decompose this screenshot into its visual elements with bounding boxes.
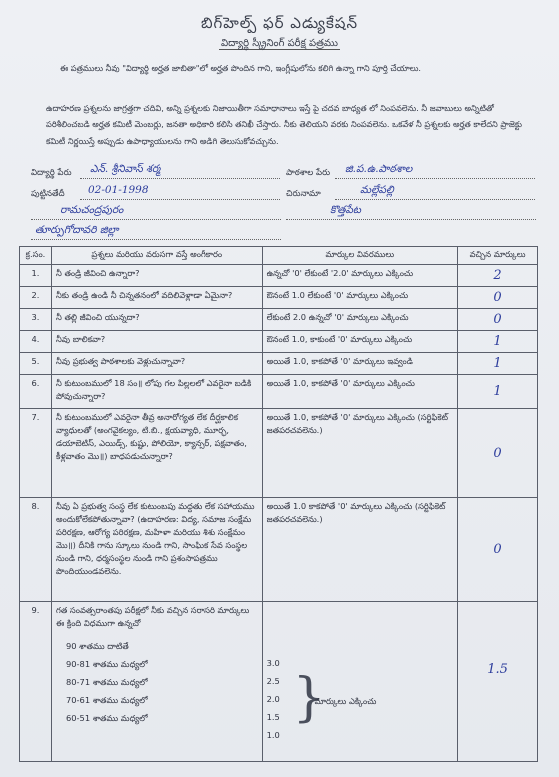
page-subtitle xyxy=(0,37,559,51)
row-question: నీవు ప్రభుత్వ పాఠశాలకు వెళ్లుచున్నావా? xyxy=(51,353,262,375)
row-score[interactable]: 0 xyxy=(458,409,538,498)
brace-symbol: } xyxy=(292,668,326,728)
row-marks-rule: అయితే 1.0, కాకపోతే '0' మార్కులు ఎక్కించు xyxy=(262,375,458,409)
row-question: నీ కుటుంబములో ఎవరైనా తీవ్ర అనారోగ్యత లేక దీర్ఘకాలిక వ్యాధులతో (అంగవైకల్యం, టి.బి., క్షయవ్యాధి, మూర్ఛ, డయాబెటిస్, ఎయిడ్స్, కుష్టు, పోలియో, క్యాన్సర్, పక్షవాతం, కీళ్లవాతం మొ॥) బాధపడుచున్నారా? xyxy=(51,409,262,498)
page-title: బిగ్‌హెల్ప్ ఫర్ ఎడ్యుకేషన్ xyxy=(200,14,359,32)
range-item: 90-81 శాతము మధ్యలో xyxy=(65,659,148,669)
subtitle-text: విద్యార్థి స్క్రీనింగ్ పరీక్ష పత్రము xyxy=(221,38,338,49)
row-score[interactable]: 1 xyxy=(458,331,538,353)
row-marks-rule: ఔనంటే 1.0 లేకుంటే '0' మార్కులు ఎక్కించు xyxy=(262,287,458,309)
student-name-value[interactable]: ఎన్. శ్రీనివాస్ శర్మ xyxy=(90,163,161,175)
district-line xyxy=(31,239,281,240)
row-question: నీవు బాలికవా? xyxy=(51,331,262,353)
row-marks-rule: అయితే 1.0 కాకపోతే '0' మార్కులు ఎక్కించు (సర్టిఫికెట్ జతపరచవలెను.) xyxy=(262,498,458,602)
row-number: 2. xyxy=(20,287,52,309)
table-row xyxy=(20,287,538,309)
col-header-marks-rule: మార్కుల వివరములు xyxy=(262,247,458,265)
table-row xyxy=(20,353,538,375)
table-row xyxy=(20,309,538,331)
intro-paragraph-1: ఈ పత్రములు నీవు "విద్యార్థి అర్హత జాబితా"లో అర్హత పొందిన గాని, ఇంగ్లీషులోను కలిగి ఉన్నా గాని పూర్తి చేయాలు. xyxy=(60,63,422,73)
table-row xyxy=(20,498,538,602)
col-header-question: ప్రశ్నలు మరియు వరుసగా వస్తే అంగీకారం xyxy=(51,247,262,265)
table-row xyxy=(20,265,538,287)
row-number: 1. xyxy=(20,265,52,287)
range-item: 80-71 శాతము మధ్యలో xyxy=(65,677,148,687)
mandal-value[interactable]: కొత్తపేట xyxy=(330,204,362,216)
address-label: చిరునామా xyxy=(286,189,321,199)
table-row xyxy=(20,331,538,353)
row9-rule: మార్కులు ఎక్కించు xyxy=(314,696,377,706)
village-line xyxy=(31,219,281,220)
row-question: నీ తల్లి జీవించి యున్నదా? xyxy=(51,309,262,331)
dob-line xyxy=(80,199,280,200)
village-value[interactable]: రామచంద్రపురం xyxy=(60,204,124,216)
student-name-label: విద్యార్థి పేరు xyxy=(31,168,72,178)
points-item: 2.0 xyxy=(266,694,280,704)
range-item: 70-61 శాతము మధ్యలో xyxy=(65,695,148,705)
student-name-line xyxy=(80,178,280,179)
range-item: 60-51 శాతము మధ్యలో xyxy=(65,713,148,723)
school-name-value[interactable]: జి.ప.ఉ.పాఠశాల xyxy=(345,163,413,175)
table-header-row xyxy=(20,247,538,265)
row-marks-rule: లేకుంటే 2.0 ఉన్నచో '0' మార్కులు ఎక్కించు xyxy=(262,309,458,331)
range-item: 90 శాతము దాటితే xyxy=(65,641,129,651)
dob-label: పుట్టినతేదీ xyxy=(31,189,65,199)
points-item: 3.0 xyxy=(266,658,280,668)
table-row xyxy=(20,375,538,409)
address-line xyxy=(335,199,535,200)
row-question: నీ తండ్రి జీవించి ఉన్నారా? xyxy=(51,265,262,287)
address-value[interactable]: మల్లేపల్లి xyxy=(360,184,394,196)
row-marks-rule: ఉన్నచో '0' లేకుంటే '2.0' మార్కులు ఎక్కించు xyxy=(262,265,458,287)
points-item: 1.5 xyxy=(266,712,280,722)
row-number: 4. xyxy=(20,331,52,353)
table-row xyxy=(20,602,538,762)
school-name-line xyxy=(335,178,535,179)
row-score[interactable]: 0 xyxy=(458,309,538,331)
screening-table xyxy=(19,246,538,762)
mandal-line xyxy=(286,219,536,220)
points-item: 2.5 xyxy=(266,676,280,686)
row-question-block xyxy=(51,602,262,762)
dob-value[interactable]: 02-01-1998 xyxy=(88,184,149,196)
row-marks-rule: అయితే 1.0, కాకపోతే '0' మార్కులు ఇవ్వండి xyxy=(262,353,458,375)
row-marks-rule-block xyxy=(262,602,458,762)
row-marks-rule: ఔనంటే 1.0, కాకుంటే '0' మార్కులు ఎక్కించు xyxy=(262,331,458,353)
row-score[interactable]: 1.5 xyxy=(458,602,538,762)
row-score[interactable]: 1 xyxy=(458,375,538,409)
row-question: నీకు తండ్రి ఉండి నీ చిన్నతనంలో వదిలివెళ్లాడా ఏమైనా? xyxy=(51,287,262,309)
row-score[interactable]: 0 xyxy=(458,498,538,602)
school-name-label: పాఠశాల పేరు xyxy=(286,168,331,178)
row-number: 3. xyxy=(20,309,52,331)
row-number: 7. xyxy=(20,409,52,498)
table-row xyxy=(20,409,538,498)
points-item: 1.0 xyxy=(266,730,280,740)
col-header-number: క్ర.సం. xyxy=(20,247,52,265)
intro-paragraph-2: ఉదాహరణ ప్రశ్నలను జాగ్రత్తగా చదివి, అన్ని ప్రశ్నలకు నిజాయితీగా సమాధానాలు ఇస్తే పై చదవ బాధ్యత లో నింపవలెను. నీ జవాబులు అన్నిటితో పరిశీలించబడి అర్హత కమిటీ మెంబర్లు, జనతా అధికారి కలిసి తనిఖీ చేస్తారు. నీకు తెలియని వరకు నింపవలెను. ఒకవేళ నీ ప్రశ్నలకు అర్హత కాలేదని ప్రాజెక్టు కమిటీ నిర్ణయిస్తే అప్పుడు ఉపాధ్యాయులను గాని అడిగి తెలుసుకోవచ్చును. xyxy=(46,103,522,146)
points-list xyxy=(267,658,280,748)
row-score[interactable]: 1 xyxy=(458,353,538,375)
row-marks-rule: అయితే 1.0, కాకపోతే '0' మార్కులు ఎక్కించు (సర్టిఫికెట్ జతపరచవలెను.) xyxy=(262,409,458,498)
row-question: నీ కుటుంబములో 18 సం॥ లోపు గల పిల్లలలో ఎవరైనా బడికి పోవుచున్నారా? xyxy=(51,375,262,409)
row-number: 9. xyxy=(20,602,52,762)
row-number: 8. xyxy=(20,498,52,602)
row-number: 5. xyxy=(20,353,52,375)
row-score[interactable]: 0 xyxy=(458,287,538,309)
row-score[interactable]: 2 xyxy=(458,265,538,287)
row-number: 6. xyxy=(20,375,52,409)
row-question: గత సంవత్సరాంతపు పరీక్షలో నీకు వచ్చిన సరాసరి మార్కులు ఈ క్రింది విధముగా ఉన్నచో xyxy=(55,605,250,628)
row-question: నీవు ఏ ప్రభుత్వ సంస్థ లేక కుటుంబపు మద్దతు లేక సహాయము అందుకోలేకపోతున్నావా? (ఉదాహరణ: విద్య, సమాజ సంక్షేమ పరిరక్షణ, ఆరోగ్య పరిరక్షణ, మహిళా మరియు శిశు సంక్షేమం మొ॥) దీనికి గాను స్కూలు నుండి గాని, సాంఘిక సేవ సంస్థల నుండి గాని, ధర్మసంస్థల నుండి గాని ప్రశంసాపత్రము పొందియుండవలెను. xyxy=(51,498,262,602)
district-value[interactable]: తూర్పుగోదావరి జిల్లా xyxy=(35,224,119,236)
col-header-score: వచ్చిన మార్కులు xyxy=(458,247,538,265)
